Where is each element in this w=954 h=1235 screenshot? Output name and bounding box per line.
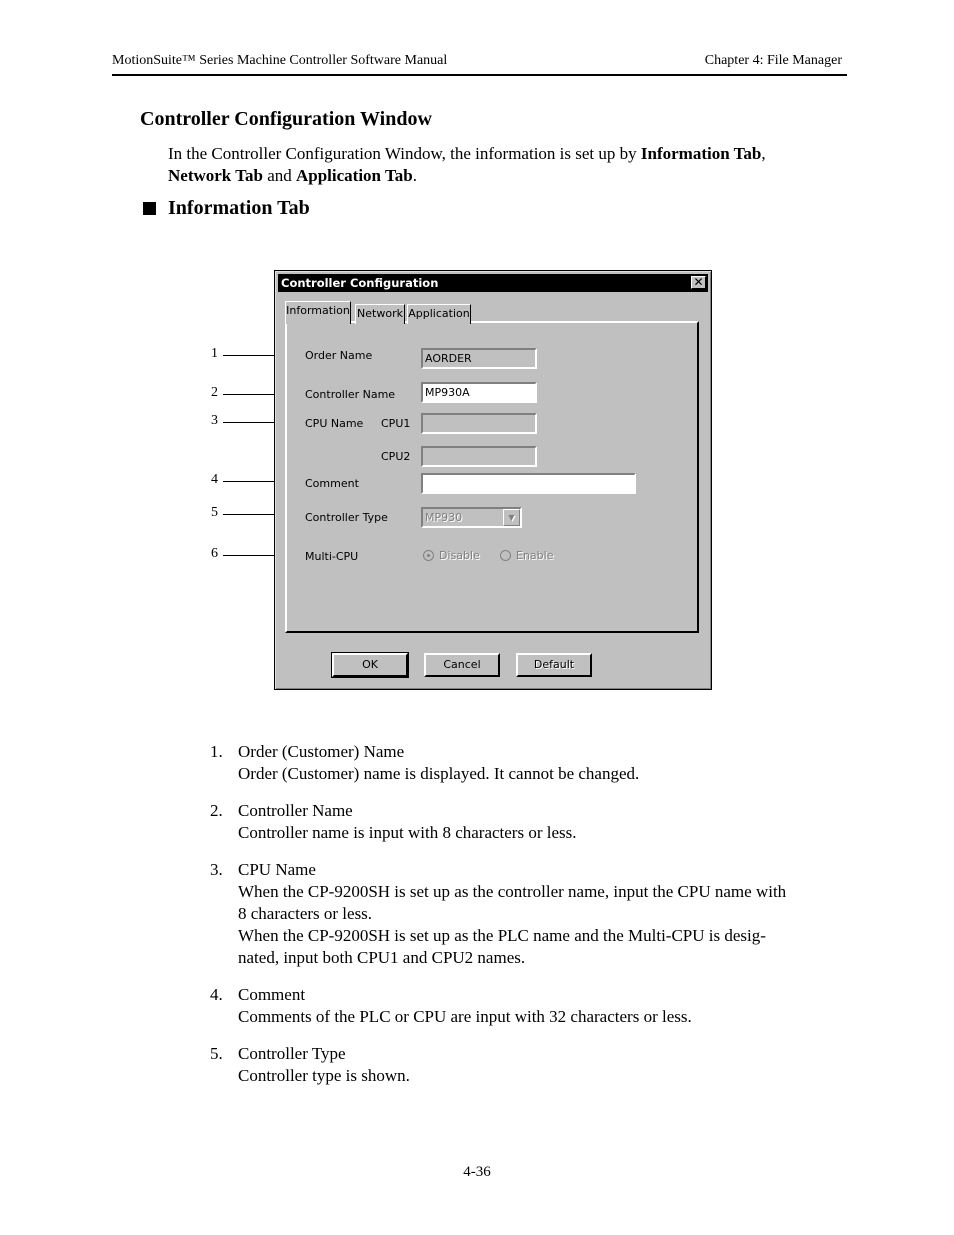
list-item-title: Controller Type bbox=[238, 1044, 346, 1063]
dialog-title: Controller Configuration bbox=[281, 276, 439, 290]
header-rule bbox=[112, 74, 847, 76]
cancel-button[interactable]: Cancel bbox=[424, 653, 500, 677]
list-item-number: 3. bbox=[210, 860, 223, 879]
intro-bold-network: Network Tab bbox=[168, 166, 263, 185]
callout-number: 1 bbox=[211, 346, 218, 361]
header-chapter: Chapter 4: File Manager bbox=[704, 53, 842, 68]
controller-name-input[interactable]: MP930A bbox=[421, 382, 537, 403]
list-item-line: Controller type is shown. bbox=[238, 1066, 410, 1085]
order-name-label: Order Name bbox=[305, 349, 373, 362]
list-item-number: 4. bbox=[210, 985, 223, 1004]
list-item bbox=[238, 859, 848, 969]
page-number: 4-36 bbox=[463, 1164, 491, 1180]
radio-enable-label: Enable bbox=[516, 549, 554, 562]
cpu1-label: CPU1 bbox=[381, 417, 411, 430]
list-item-title: Controller Name bbox=[238, 801, 353, 820]
list-item-line: 8 characters or less. bbox=[238, 904, 373, 923]
list-item-line: Controller name is input with 8 characters or less. bbox=[238, 823, 577, 842]
ok-button[interactable]: OK bbox=[332, 653, 408, 677]
intro-text-3: and bbox=[262, 166, 296, 185]
cpu2-label: CPU2 bbox=[381, 450, 411, 463]
list-item-title: Comment bbox=[238, 985, 306, 1004]
tab-information[interactable]: Information bbox=[285, 301, 351, 324]
section-title: Controller Configuration Window bbox=[140, 108, 432, 130]
cpu1-input[interactable] bbox=[421, 413, 537, 434]
intro-text-2: , bbox=[761, 144, 766, 163]
close-icon[interactable]: ✕ bbox=[691, 276, 706, 289]
intro-text-4: . bbox=[412, 166, 417, 185]
tab-application[interactable]: Application bbox=[407, 304, 471, 324]
default-button[interactable]: Default bbox=[516, 653, 592, 677]
tab-network[interactable]: Network bbox=[355, 304, 405, 324]
intro-text-1: In the Controller Configuration Window, the information is set up by bbox=[168, 144, 641, 163]
list-item-line: Comments of the PLC or CPU are input with 32 characters or less. bbox=[238, 1007, 692, 1026]
callout-number: 5 bbox=[211, 505, 218, 520]
order-name-field: AORDER bbox=[421, 348, 537, 369]
callout-number: 3 bbox=[211, 413, 218, 428]
list-item-line: Order (Customer) name is displayed. It cannot be changed. bbox=[238, 764, 640, 783]
list-item bbox=[238, 741, 639, 785]
chevron-down-icon[interactable]: ▼ bbox=[503, 509, 520, 526]
list-item bbox=[238, 1043, 410, 1087]
list-item-title: Order (Customer) Name bbox=[238, 742, 405, 761]
callout-number: 2 bbox=[211, 385, 218, 400]
intro-bold-application: Application Tab bbox=[295, 166, 413, 185]
multi-cpu-label: Multi-CPU bbox=[305, 550, 359, 563]
header-title: MotionSuite™ Series Machine Controller Software Manual bbox=[112, 53, 448, 68]
dialog-titlebar bbox=[278, 274, 708, 292]
list-item-title: CPU Name bbox=[238, 860, 316, 879]
comment-label: Comment bbox=[305, 477, 359, 490]
intro-paragraph bbox=[168, 143, 848, 187]
radio-enable[interactable] bbox=[500, 550, 511, 561]
controller-name-label: Controller Name bbox=[305, 388, 396, 401]
controller-type-select[interactable] bbox=[421, 507, 522, 528]
callout-number: 4 bbox=[211, 472, 218, 487]
controller-type-value: MP930 bbox=[425, 511, 463, 524]
cpu-name-label: CPU Name bbox=[305, 417, 364, 430]
list-item-number: 5. bbox=[210, 1044, 223, 1063]
controller-type-label: Controller Type bbox=[305, 511, 388, 524]
list-item-line: When the CP-9200SH is set up as the PLC name and the Multi-CPU is desig- bbox=[238, 926, 766, 945]
intro-bold-information: Information Tab bbox=[640, 144, 762, 163]
callout-number: 6 bbox=[211, 546, 218, 561]
list-item-line: nated, input both CPU1 and CPU2 names. bbox=[238, 948, 526, 967]
list-item-number: 1. bbox=[210, 742, 223, 761]
radio-disable-label: Disable bbox=[439, 549, 480, 562]
bullet-square-icon bbox=[143, 202, 156, 215]
controller-configuration-dialog bbox=[274, 270, 712, 690]
comment-input[interactable] bbox=[421, 473, 636, 494]
list-item-number: 2. bbox=[210, 801, 223, 820]
list-item bbox=[238, 800, 577, 844]
radio-disable[interactable] bbox=[423, 550, 434, 561]
cpu2-input[interactable] bbox=[421, 446, 537, 467]
subsection-title: Information Tab bbox=[168, 197, 310, 219]
list-item bbox=[238, 984, 692, 1028]
list-item-line: When the CP-9200SH is set up as the controller name, input the CPU name with bbox=[238, 882, 787, 901]
